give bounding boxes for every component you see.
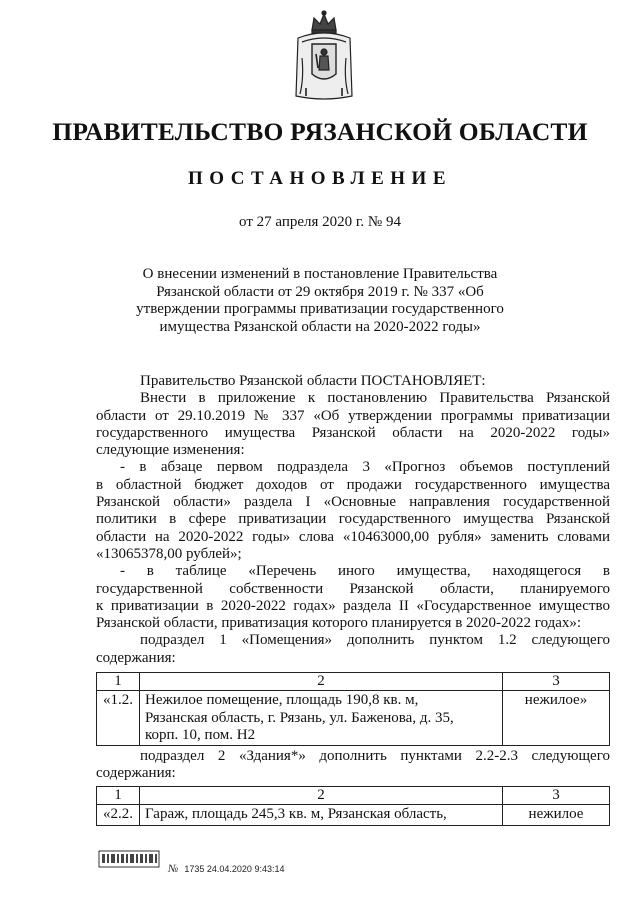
document-type: ПОСТАНОВЛЕНИЕ (187, 168, 453, 189)
body-line: - в абзаце первом подраздела 3 «Прогноз объемов поступлений (120, 459, 610, 476)
table-row (97, 691, 610, 746)
body-line: политики в сфере приватизации государственного имущества Рязанской (96, 511, 610, 528)
body-line: содержания: (96, 649, 176, 666)
row-number-cell: «1.2. (97, 691, 140, 746)
coat-of-arms-emblem (292, 8, 356, 104)
body-line: Рязанской области» раздела I «Основные направления государственной (96, 494, 610, 511)
registration-stamp-icon (98, 848, 160, 870)
body-section-2 (96, 748, 610, 783)
body-line: содержания: (96, 765, 176, 782)
table-header-cell: 1 (97, 673, 140, 691)
subject-line: утверждении программы приватизации государственного (136, 301, 504, 318)
row-type-cell: нежилое» (503, 691, 610, 746)
table-header-row (97, 673, 610, 691)
row-description-cell: Гараж, площадь 245,3 кв. м, Рязанская область, (140, 805, 503, 825)
row-type-cell: нежилое (503, 805, 610, 825)
body-line: Рязанской области, приватизация которого планируется в 2020-2022 годах»: (96, 615, 582, 632)
body-line: к приватизации в 2020-2022 годах» раздела II «Государственное имущество (96, 597, 610, 614)
table-header-cell: 3 (503, 787, 610, 805)
organization-title: ПРАВИТЕЛЬСТВО РЯЗАНСКОЙ ОБЛАСТИ (52, 117, 588, 146)
body-line: области на 2020-2022 годы» слова «10463000,00 рубля» заменить словами (96, 528, 610, 545)
body-line: - в таблице «Перечень иного имущества, находящегося в (120, 563, 610, 580)
body-line: государственного имущества Рязанской области на 2020-2022 годы» (96, 424, 610, 441)
table-header-cell: 2 (140, 673, 503, 691)
body-line: «13065378,00 рублей»; (96, 545, 242, 562)
body-line: подраздел 1 «Помещения» дополнить пунктом 1.2 следующего (140, 632, 610, 649)
table-premises (96, 672, 610, 746)
description-line: Нежилое помещение, площадь 190,8 кв. м, (145, 692, 419, 709)
description-line: корп. 10, пом. Н2 (145, 726, 256, 743)
document-date: от 27 апреля 2020 г. № 94 (239, 214, 401, 230)
body-line: подраздел 2 «Здания*» дополнить пунктами 2.2-2.3 следующего (140, 748, 610, 764)
registration-number: 1735 24.04.2020 9:43:14 (184, 864, 285, 874)
body-line: Внести в приложение к постановлению Правительства Рязанской (140, 390, 610, 407)
body-line: в областной бюджет доходов от продажи государственного имущества (96, 476, 610, 493)
row-description-cell (140, 691, 503, 746)
body-section (96, 373, 610, 667)
subject-line: имущества Рязанской области на 2020-2022 годы» (159, 318, 481, 335)
table-buildings (96, 786, 610, 826)
row-number-cell: «2.2. (97, 805, 140, 825)
body-line: области от 29.10.2019 № 337 «Об утверждении программы приватизации (96, 407, 610, 424)
body-line: следующие изменения: (96, 442, 245, 459)
number-sign-icon: № (168, 863, 179, 875)
table-header-cell: 1 (97, 787, 140, 805)
resolves-paragraph: Правительство Рязанской области ПОСТАНОВЛЯЕТ: (140, 373, 486, 389)
table-row (97, 805, 610, 825)
description-line: Рязанская область, г. Рязань, ул. Баженова, д. 35, (145, 709, 454, 726)
subject-line: Рязанской области от 29 октября 2019 г. № 337 «Об (156, 283, 484, 300)
table-header-cell: 3 (503, 673, 610, 691)
table-header-cell: 2 (140, 787, 503, 805)
subject-line: О внесении изменений в постановление Правительства (142, 266, 498, 282)
table-header-row (97, 787, 610, 805)
registration-footer-text (168, 863, 284, 875)
document-subject (120, 266, 520, 336)
body-line: государственной собственности Рязанской области, планируемого (96, 580, 610, 597)
